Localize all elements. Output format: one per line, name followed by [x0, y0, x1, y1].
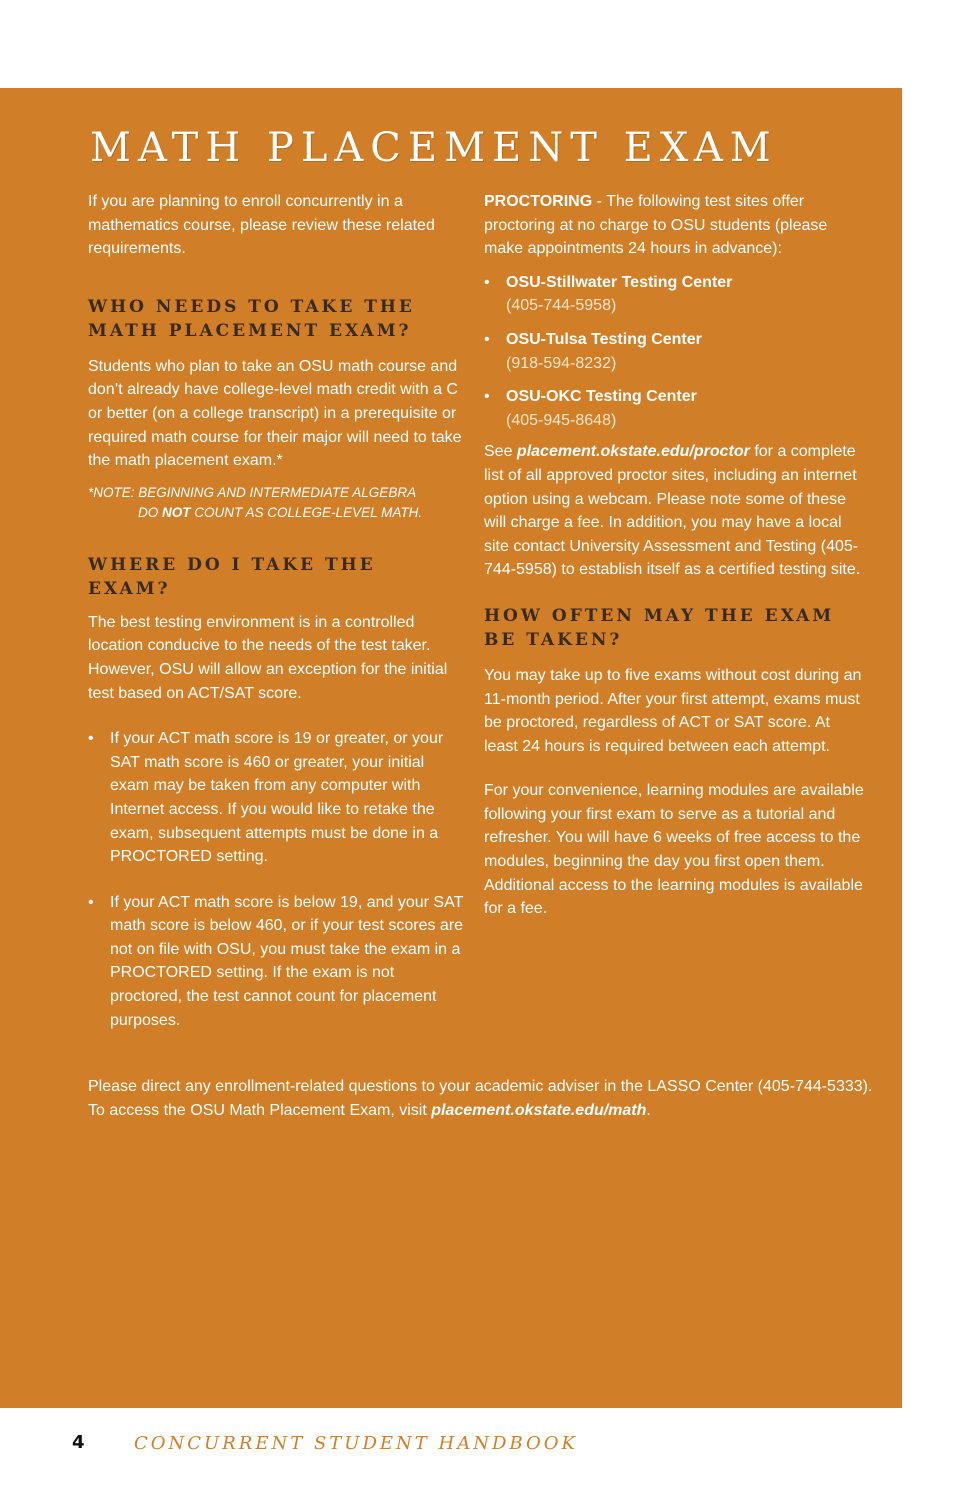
note-line2	[88, 503, 466, 523]
contact-line-1: Please direct any enrollment-related questions to your academic adviser in the LASSO Center (405-744-5333).	[88, 1078, 873, 1095]
algebra-note	[88, 483, 466, 523]
list-item	[484, 385, 866, 432]
how-heading: HOW OFTEN MAY THE EXAM BE TAKEN?	[484, 605, 835, 650]
see-suffix: for a complete list of all approved proctor sites, including an internet option using a webcam. Please note some of these will charge a fee. In addition, you may have a local site contact University Assessment and Testing (405-744-5958) to establish itself as a certified testing site.	[484, 443, 861, 579]
contact-suffix: .	[646, 1101, 651, 1119]
page-number: 4	[72, 1432, 85, 1453]
list-item	[484, 271, 866, 318]
note-not: NOT	[162, 504, 191, 520]
see-paragraph	[484, 440, 866, 582]
note-do: DO	[138, 504, 159, 520]
contact-prefix: To access the OSU Math Placement Exam, visit	[88, 1101, 432, 1119]
site-name: OSU-Stillwater Testing Center	[506, 273, 733, 291]
list-item	[484, 328, 866, 375]
note-line1: BEGINNING AND INTERMEDIATE ALGEBRA	[138, 484, 417, 500]
note-rest: COUNT AS COLLEGE-LEVEL MATH.	[194, 504, 423, 520]
note-label: *NOTE:	[88, 484, 135, 500]
site-name: OSU-OKC Testing Center	[506, 388, 697, 406]
where-body: The best testing environment is in a controlled location conducive to the needs of the test taker. However, OSU will allow an exception for the initial test based on ACT/SAT score.	[88, 613, 448, 702]
who-heading: WHO NEEDS TO TAKE THE MATH PLACEMENT EXAM?	[88, 296, 415, 341]
proctoring-paragraph	[484, 190, 866, 261]
see-prefix: See	[484, 443, 517, 461]
right-column	[484, 190, 866, 921]
list-item: • If your ACT math score is below 19, and your SAT math score is below 460, or if your test scores are not on file with OSU, you must take the exam in a PROCTORED setting. If the exam is not proctored, the test cannot count for placement purposes.	[88, 891, 466, 1033]
testing-sites	[484, 271, 866, 433]
contact-line-2	[88, 1099, 878, 1123]
site-name: OSU-Tulsa Testing Center	[506, 330, 702, 348]
left-column	[88, 190, 466, 1032]
intro-paragraph: If you are planning to enroll concurrently in a mathematics course, please review these related requirements.	[88, 193, 435, 258]
who-body: Students who plan to take an OSU math course and don’t already have college-level math credit with a C or better (on a college transcript) in a prerequisite or required math course for their major will need to take the math placement exam.*	[88, 357, 462, 470]
site-phone: (405-945-8648)	[506, 411, 617, 429]
contact-info	[88, 1075, 878, 1122]
site-phone: (918-594-8232)	[506, 354, 617, 372]
proctoring-label: PROCTORING	[484, 193, 593, 210]
page-title: MATH PLACEMENT EXAM	[90, 125, 778, 171]
list-item: • If your ACT math score is 19 or greater, or your SAT math score is 460 or greater, your initial exam may be taken from any computer with Internet access. If you would like to retake the exam, subsequent attempts must be done in a PROCTORED setting.	[88, 727, 466, 869]
how-body-1: You may take up to five exams without cost during an 11-month period. After your first attempt, exams must be proctored, regardless of ACT or SAT score. At least 24 hours is required between each attempt.	[484, 666, 862, 755]
handbook-title: CONCURRENT STUDENT HANDBOOK	[134, 1433, 578, 1454]
where-heading: WHERE DO I TAKE THE EXAM?	[88, 554, 376, 599]
where-bullets	[88, 727, 466, 1032]
site-phone: (405-744-5958)	[506, 297, 617, 315]
proctoring-text: - The following test sites offer proctoring at no charge to OSU students (please make appointments 24 hours in advance):	[484, 193, 828, 258]
proctor-link[interactable]: placement.okstate.edu/proctor	[516, 443, 750, 461]
math-link[interactable]: placement.okstate.edu/math	[431, 1101, 647, 1119]
how-body-2: For your convenience, learning modules are available following your first exam to serve as a tutorial and refresher. You will have 6 weeks of free access to the modules, beginning the day you first open them. Additional access to the learning modules is available for a fee.	[484, 782, 864, 918]
